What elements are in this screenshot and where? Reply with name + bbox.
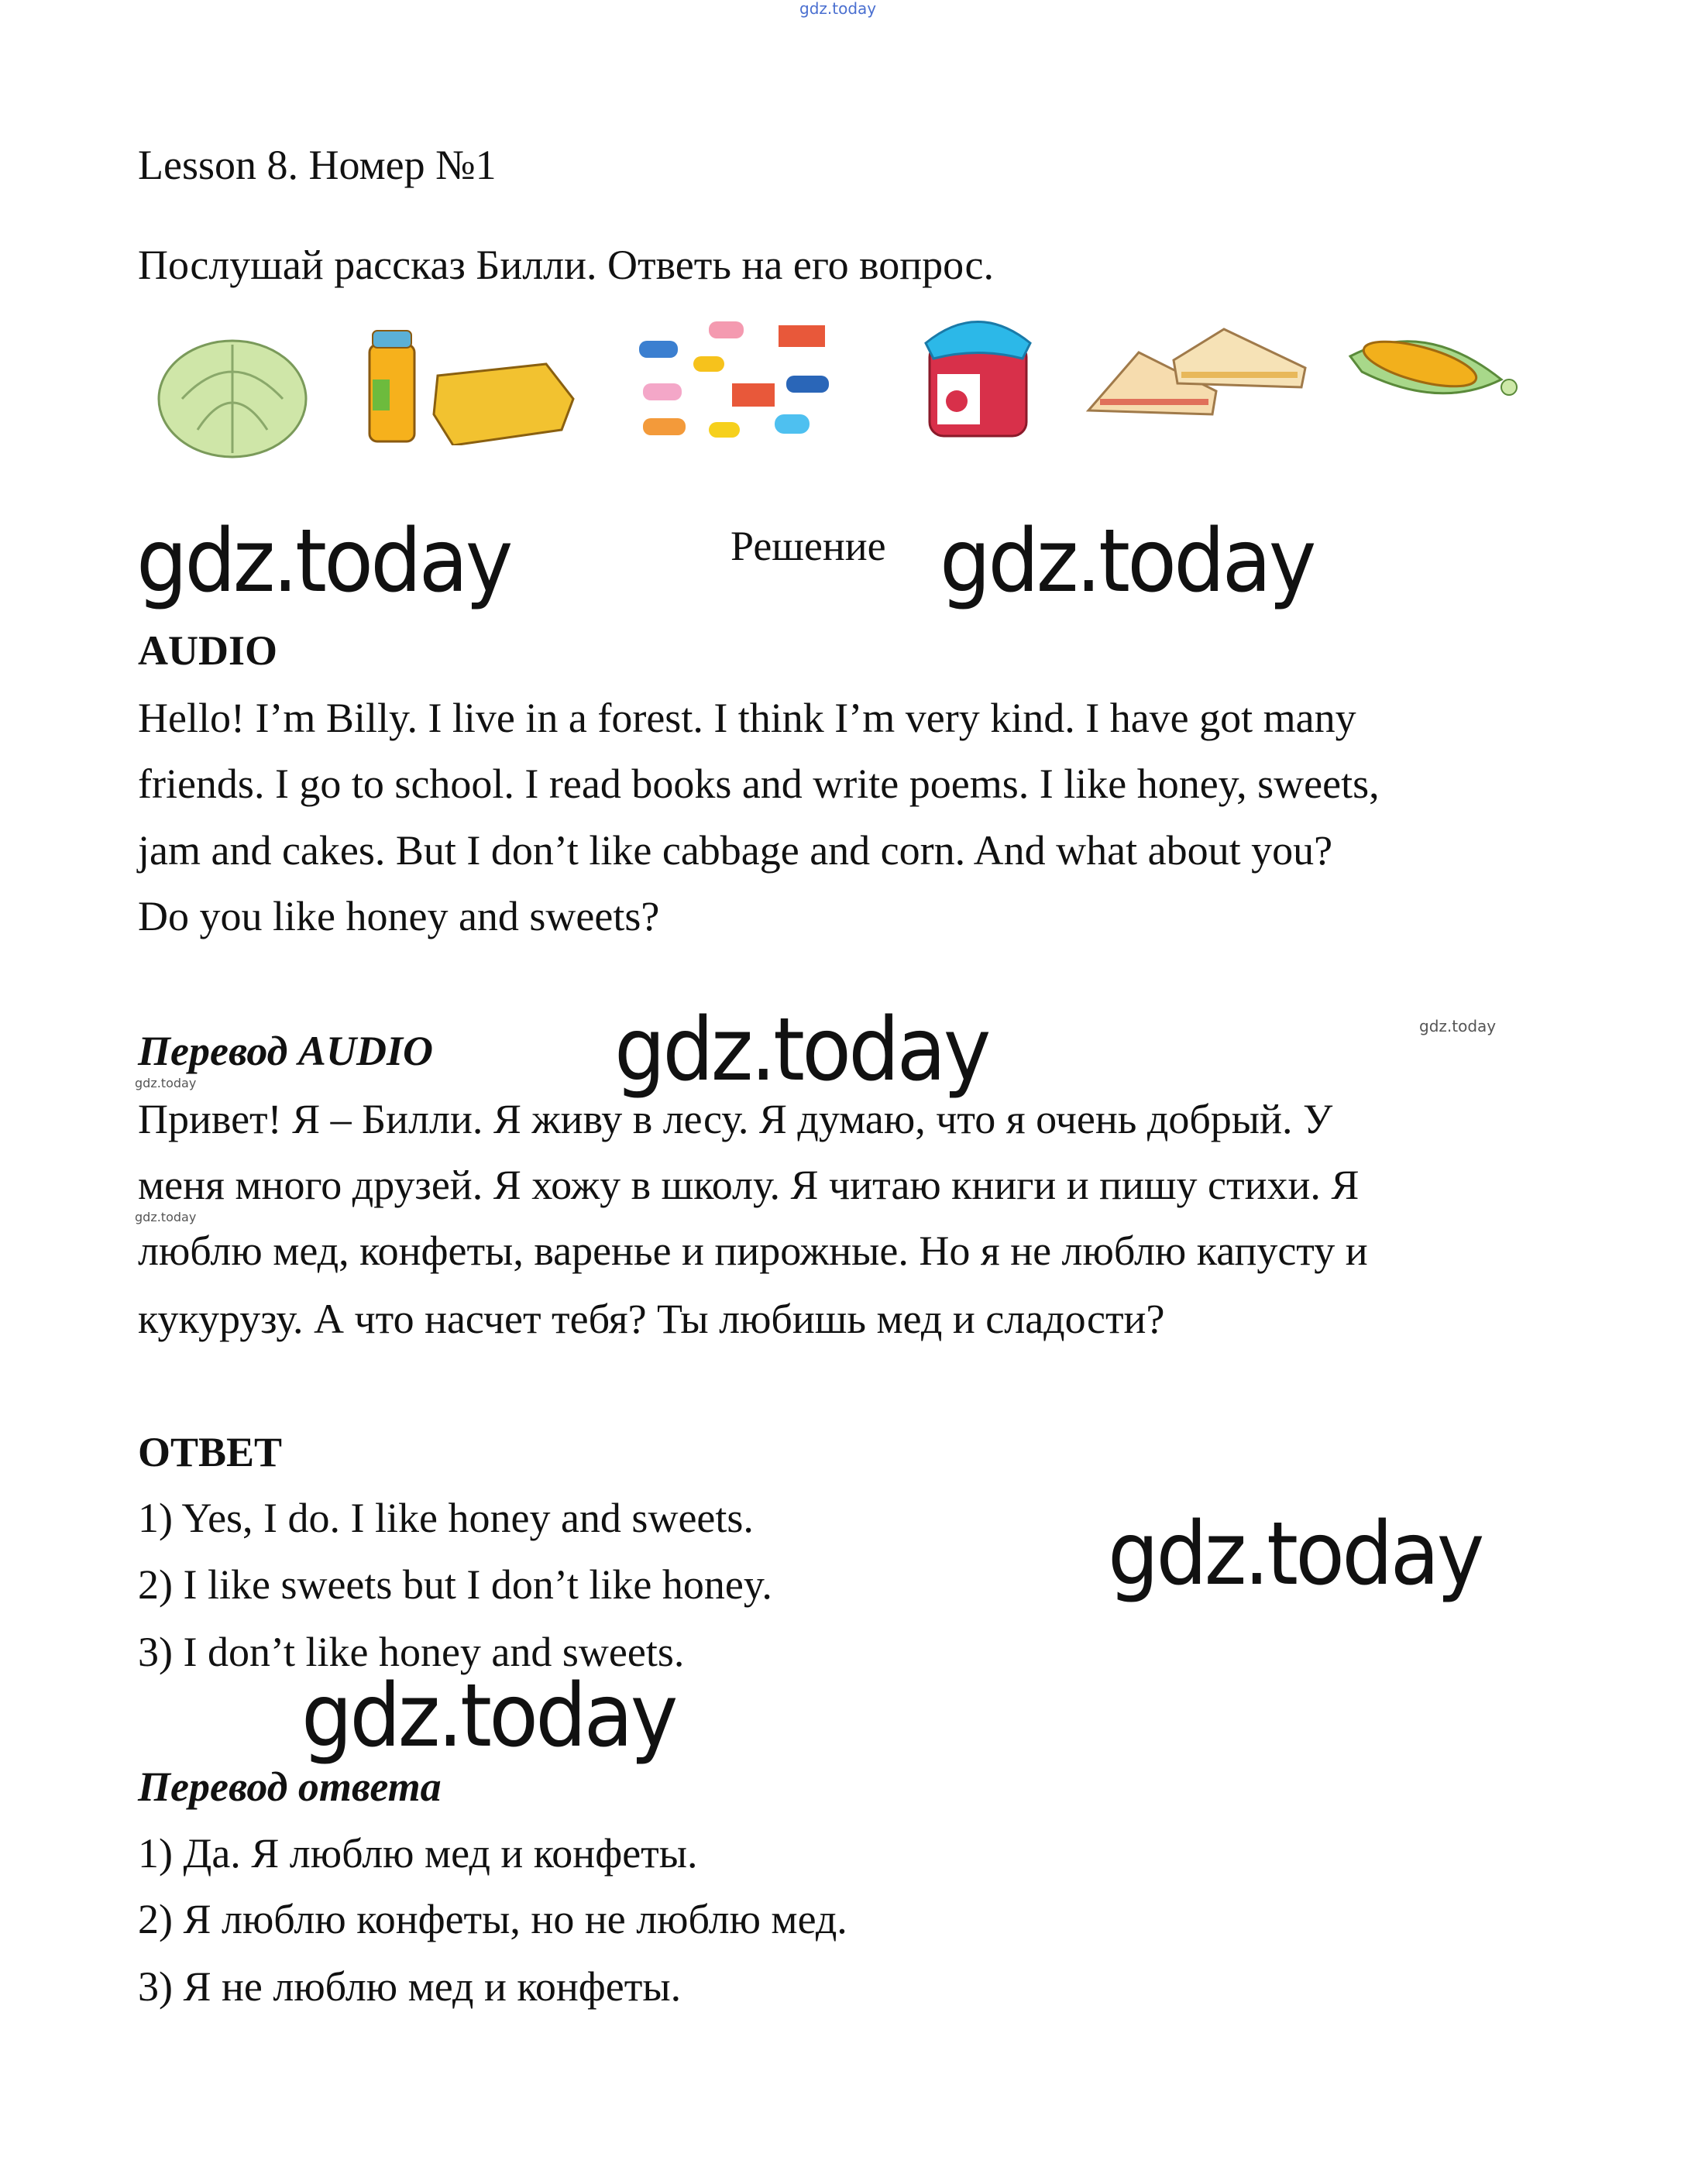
answer-translation-line: 1) Да. Я люблю мед и конфеты. — [138, 1830, 698, 1877]
audio-line: Do you like honey and sweets? — [138, 893, 660, 939]
jam-icon — [922, 308, 1034, 440]
solution-label: Решение — [730, 523, 886, 569]
watermark: gdz.today — [940, 511, 1314, 612]
instruction: Послушай рассказ Билли. Ответь на его вопрос. — [138, 242, 994, 288]
answer-line: 1) Yes, I do. I like honey and sweets. — [138, 1495, 754, 1541]
answer-translation-line: 2) Я люблю конфеты, но не люблю мед. — [138, 1896, 847, 1942]
watermark: gdz.today — [614, 1000, 988, 1101]
translation-line: кукурузу. А что насчет тебя? Ты любишь мед и сладости? — [138, 1296, 1165, 1342]
audio-heading: AUDIO — [138, 627, 278, 674]
page-title: Lesson 8. Номер №1 — [138, 142, 497, 188]
watermark: gdz.today — [136, 511, 510, 612]
cabbage-icon — [151, 329, 314, 461]
answer-line: 2) I like sweets but I don’t like honey. — [138, 1561, 772, 1608]
sandwich-icon — [1085, 325, 1309, 418]
corn-icon — [1346, 325, 1521, 410]
translation-line: меня много друзей. Я хожу в школу. Я читаю книги и пишу стихи. Я — [138, 1162, 1360, 1208]
answer-translation-heading: Перевод ответа — [138, 1763, 442, 1810]
watermark: gdz.today — [1108, 1504, 1482, 1605]
answer-line: 3) I don’t like honey and sweets. — [138, 1629, 685, 1675]
audio-translation-heading: Перевод AUDIO — [138, 1028, 433, 1074]
watermark-small: gdz.today — [135, 1076, 197, 1090]
honey-icon — [368, 329, 585, 445]
watermark-top: gdz.today — [799, 0, 877, 18]
watermark-small: gdz.today — [135, 1210, 197, 1224]
translation-line: люблю мед, конфеты, варенье и пирожные. Но я не люблю капусту и — [138, 1228, 1368, 1274]
audio-line: jam and cakes. But I don’t like cabbage and corn. And what about you? — [138, 827, 1333, 874]
watermark: gdz.today — [301, 1666, 675, 1767]
sweets-icon — [631, 310, 856, 445]
audio-line: Hello! I’m Billy. I live in a forest. I think I’m very kind. I have got many — [138, 695, 1356, 741]
translation-line: Привет! Я – Билли. Я живу в лесу. Я думаю, что я очень добрый. У — [138, 1096, 1333, 1142]
answer-heading: ОТВЕТ — [138, 1429, 283, 1475]
audio-line: friends. I go to school. I read books and write poems. I like honey, sweets, — [138, 761, 1380, 807]
answer-translation-line: 3) Я не люблю мед и конфеты. — [138, 1963, 682, 2010]
watermark-small: gdz.today — [1419, 1017, 1497, 1035]
